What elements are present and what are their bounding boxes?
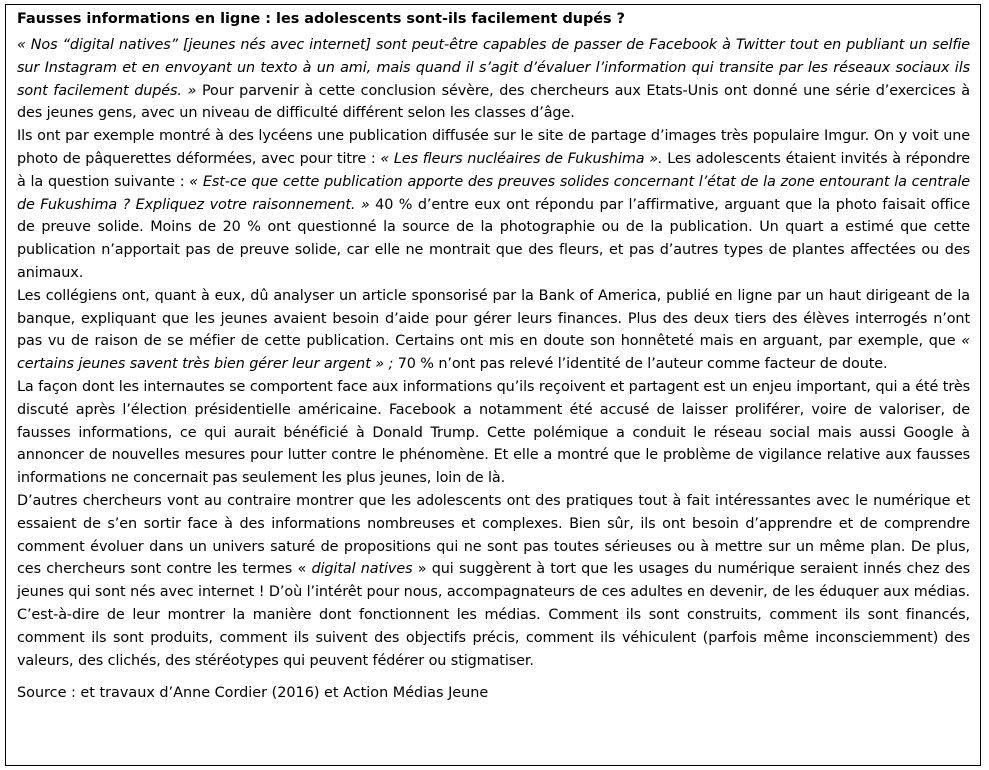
quote-segment: « certains jeunes savent très bien gérer leur argent » ; [17,333,970,373]
text-segment: Les adolescents étaient invités à répondre à la question suivante : [17,150,970,190]
article-title: Fausses informations en ligne : les adolescents sont-ils facilement dupés ? [17,11,625,27]
quote-segment: « Les fleurs nucléaires de Fukushima ». [380,150,663,167]
paragraph-1 [17,34,970,125]
text-segment: D’autres chercheurs vont au contraire montrer que les adolescents ont des pratiques tout à fait intéressantes avec le numérique et essaient de s’en sortir face à des informations nombreuses et complexes. Bien sûr, ils ont besoin d’apprendre et de comprendre comment évoluer dans un univers saturé de propositions qui ne sont pas toutes sérieuses ou à mettre sur un même plan. De plus, ces chercheurs sont contre les termes « [17,492,970,578]
source-line: Source : et travaux d’Anne Cordier (2016) et Action Médias Jeune [17,685,489,702]
paragraph-4 [17,376,970,490]
text-segment: Pour parvenir à cette conclusion sévère, des chercheurs aux Etats-Unis ont donné une série d’exercices à des jeunes gens, avec un niveau de difficulté différent selon les classes d’âge. [17,82,970,122]
paragraph-3 [17,285,970,376]
text-segment: Les collégiens ont, quant à eux, dû analyser un article sponsorisé par la Bank of America, publié en ligne par un haut dirigeant de la banque, expliquant que les jeunes avaient besoin d’aide pour gérer leurs finances. Plus des deux tiers des élèves interrogés n’ont pas vu de raison de se méfier de cette publication. Certains ont mis en doute son honnêteté mais en arguant, par exemple, que [17,287,970,350]
quote-segment: digital natives [311,561,413,578]
paragraph-5 [17,490,970,672]
quote-segment: « Est-ce que cette publication apporte des preuves solides concernant l’état de la zone entourant la centrale de Fukushima ? Expliquez votre raisonnement. » [17,173,970,213]
text-segment: La façon dont les internautes se comportent face aux informations qu’ils reçoivent et partagent est un enjeu important, qui a été très discuté après l’élection présidentielle américaine. Facebook a notamment été accusé de laisser proliférer, voire de valoriser, de fausses informations, ce qui aurait bénéficié à Donald Trump. Cette polémique a conduit le réseau social mais aussi Google à annoncer de nouvelles mesures pour lutter contre le phénomène. Et elle a montré que le problème de vigilance relative aux fausses informations ne concernait pas seulement les plus jeunes, loin de là. [17,378,970,487]
quote-segment: « Nos “digital natives” [jeunes nés avec internet] sont peut-être capables de passer de Facebook à Twitter tout en publiant un selfie sur Instagram et en envoyant un texto à un ami, mais quand il s’agit d’évaluer l’information qui transite par les réseaux sociaux ils sont facilement dupés. » [17,37,970,99]
article-frame [5,4,981,766]
text-segment: 40 % d’entre eux ont répondu par l’affirmative, arguant que la photo faisait office de preuve solide. Moins de 20 % ont questionné la source de la photographie ou de la publication. Un quart a estimé que cette publication n’apportait pas de preuve solide, car elle ne montrait que des fleurs, et pas d’autres types de plantes affectées ou des animaux. [17,196,970,281]
text-segment: » qui suggèrent à tort que les usages du numérique seraient innés chez des jeunes qui sont nés avec internet ! D’où l’intérêt pour nous, accompagnateurs de ces adultes en devenir, de les éduquer aux médias. C’est-à-dire de leur montrer la manière dont fonctionnent les médias. Comment ils sont construits, comment ils sont financés, comment ils sont produits, comment ils suivent des objectifs précis, comment ils véhiculent (parfois même inconsciemment) des valeurs, des clichés, des stéréotypes qui peuvent fédérer ou stigmatiser. [17,561,971,669]
text-segment: Ils ont par exemple montré à des lycéens une publication diffusée sur le site de partage d’images très populaire Imgur. On y voit une photo de pâquerettes déformées, avec pour titre : [17,128,970,167]
text-segment: 70 % n’ont pas relevé l’identité de l’auteur comme facteur de doute. [393,356,888,373]
article-body [17,34,970,672]
paragraph-2 [17,125,970,285]
